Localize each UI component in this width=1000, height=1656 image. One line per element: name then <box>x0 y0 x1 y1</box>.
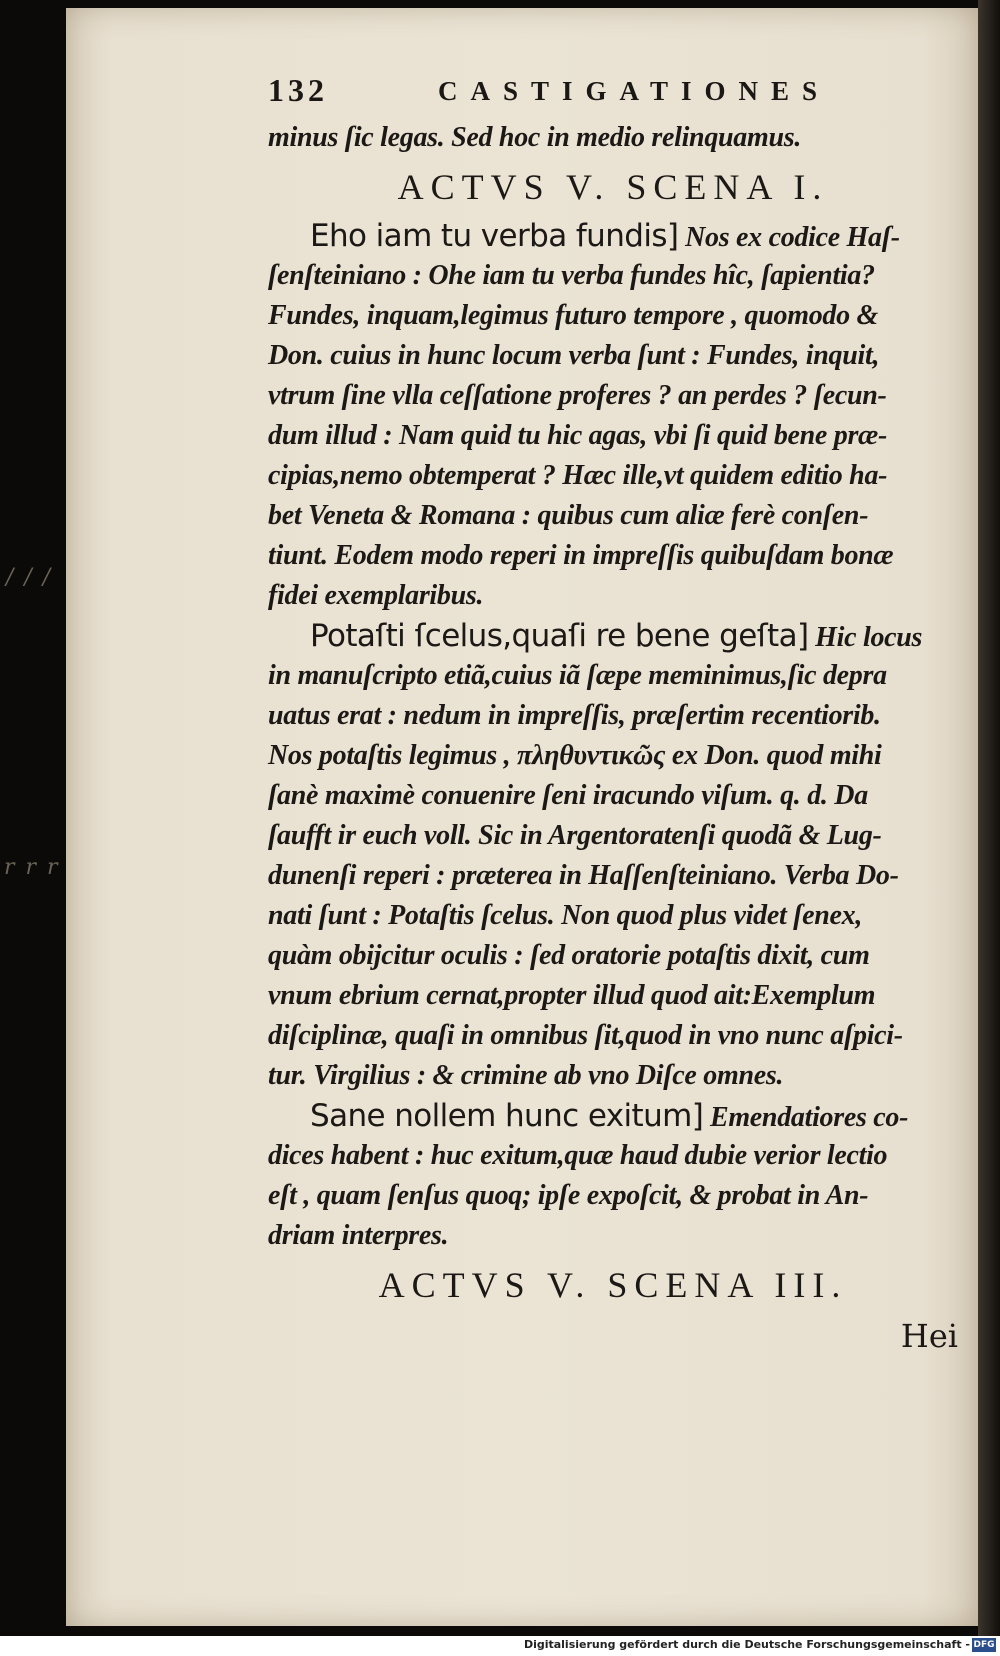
text-line: cipias,nemo obtemperat ? Hæc ille,vt quidem editio ha- <box>268 460 888 491</box>
text-line: in manuſcripto etiã,cuius iã ſæpe meminimus,ſic depra <box>268 660 887 691</box>
edge-bleed-marks: r r r <box>4 855 60 880</box>
text-line: dices habent : huc exitum,quæ haud dubie verior lectio <box>268 1140 888 1171</box>
text-line: ſanè maximè conuenire ſeni iracundo viſum. q. d. Da <box>268 780 868 811</box>
page-number: 132 <box>268 72 328 108</box>
text-line: eſt , quam ſenſus quoq; ipſe expoſcit, & probat in An- <box>268 1180 869 1211</box>
lemma: Sane nollem hunc exitum] <box>310 1098 704 1134</box>
text-line: ſaufft ir euch voll. Sic in Argentoratenſi quodã & Lug- <box>268 820 882 851</box>
footer-strip <box>0 1636 1000 1656</box>
text-line: minus ſic legas. Sed hoc in medio relinquamus. <box>268 122 802 153</box>
page-edge <box>978 0 1000 1636</box>
text-line <box>268 1096 958 1136</box>
text-line: dunenſi reperi : præterea in Haſſenſteiniano. Verba Do- <box>268 860 899 891</box>
funding-credit: Digitalisierung gefördert durch die Deutsche Forschungsgemeinschaft - <box>523 1638 970 1651</box>
text-line: Nos potaſtis legimus , πληθυντικῶς ex Don. quod mihi <box>268 740 882 771</box>
lemma: Potaſti ſcelus,quaſi re bene geſta] <box>310 618 809 654</box>
text-line: vtrum ſine vlla ceſſatione proferes ? an perdes ? ſecun- <box>268 380 887 411</box>
text-line: quàm obijcitur oculis : ſed oratorie potaſtis dixit, cum <box>268 940 870 971</box>
text-line: bet Veneta & Romana : quibus cum aliæ ferè conſen- <box>268 500 869 531</box>
text-line <box>268 216 958 256</box>
text-line <box>268 616 958 656</box>
text-line: uatus erat : nedum in impreſſis, præſertim recentiorib. <box>268 700 881 731</box>
text-line: nati ſunt : Potaſtis ſcelus. Non quod plus videt ſenex, <box>268 900 863 931</box>
edge-bleed-marks: / / / <box>6 565 53 590</box>
text-span: Hic locus <box>815 622 923 653</box>
text-span: Nos ex codice Haſ- <box>685 222 900 253</box>
text-line: Don. cuius in hunc locum verba ſunt : Fundes, inquit, <box>268 340 880 371</box>
lemma: Eho iam tu verba fundis] <box>310 218 679 254</box>
text-line: tiunt. Eodem modo reperi in impreſſis quibuſdam bonæ <box>268 540 894 571</box>
text-line: diſciplinæ, quaſi in omnibus ſit,quod in vno nunc aſpici- <box>268 1020 903 1051</box>
text-line: vnum ebrium cernat,propter illud quod ait:Exemplum <box>268 980 876 1011</box>
text-span: Emendatiores co- <box>709 1102 909 1133</box>
catchword: Hei <box>900 1317 958 1355</box>
act-heading: ACTVS V. SCENA III. <box>378 1265 848 1305</box>
act-heading: ACTVS V. SCENA I. <box>397 167 829 207</box>
text-line: Fundes, inquam,legimus futuro tempore , quomodo & <box>268 300 878 331</box>
text-line: tur. Virgilius : & crimine ab vno Diſce omnes. <box>268 1060 784 1091</box>
page-header <box>268 72 858 112</box>
text-line: ſenſteiniano : Ohe iam tu verba fundes hîc, ſapientia? <box>268 260 875 291</box>
text-line: dum illud : Nam quid tu hic agas, vbi ſi quid bene præ- <box>268 420 887 451</box>
page-text <box>268 118 958 1358</box>
text-line: fidei exemplaribus. <box>268 580 484 611</box>
text-line: driam interpres. <box>268 1220 449 1251</box>
dfg-logo: DFG <box>973 1640 995 1650</box>
running-head: CASTIGATIONES <box>438 76 831 106</box>
